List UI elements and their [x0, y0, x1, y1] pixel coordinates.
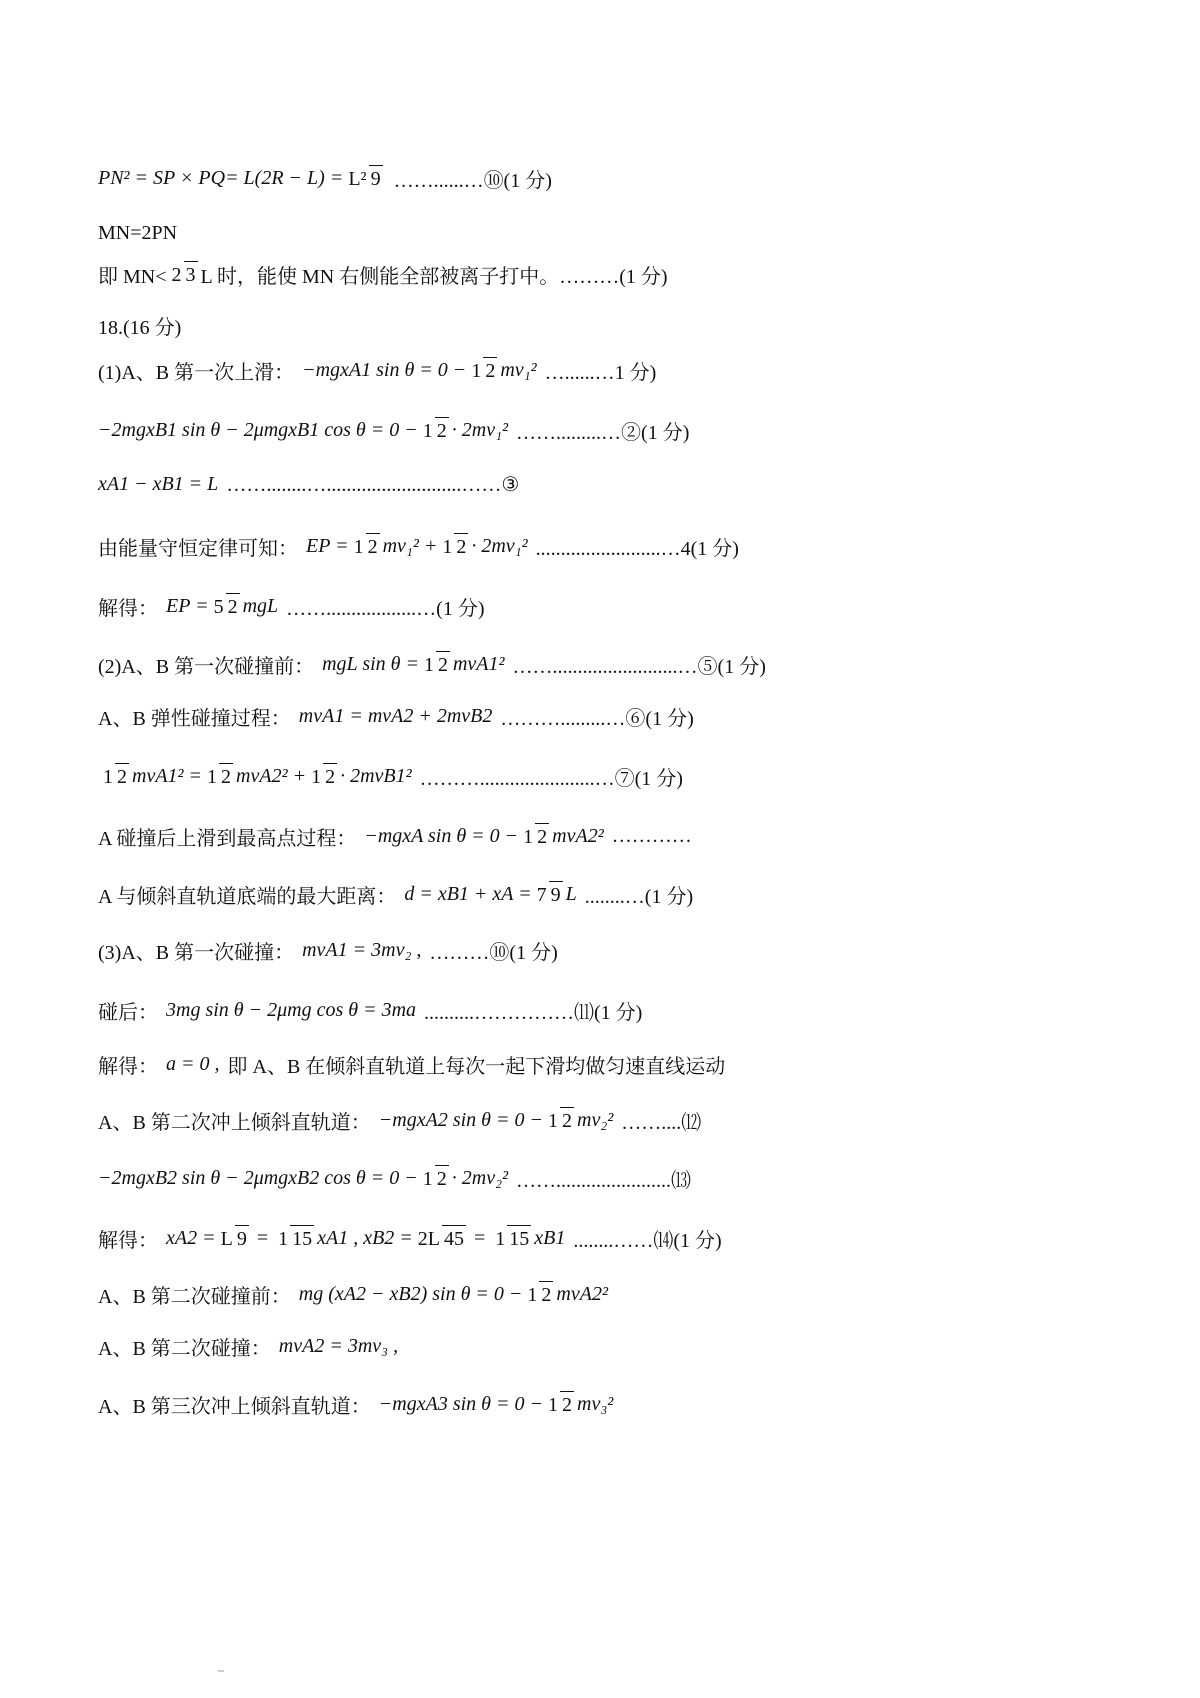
line-part1-b [98, 404, 689, 456]
numerator: 1 [495, 1228, 506, 1250]
eq: xA1 − xB1 = L [98, 472, 219, 495]
eq: 3mg sin θ − 2μmg cos θ = 3ma [166, 998, 417, 1021]
denominator: 2 [436, 651, 450, 675]
line-marker: ……....⑿ [621, 1111, 702, 1134]
denominator: 2 [115, 763, 129, 787]
label: (2)A、B 第一次碰撞前： [98, 655, 315, 678]
eq-lhs: mg (xA2 − xB2) sin θ = 0 − [298, 1282, 523, 1305]
eq-tail: mv₁² [500, 358, 537, 381]
label: A、B 第二次冲上倾斜直轨道： [98, 1111, 371, 1134]
label: A 与倾斜直轨道底端的最大距离： [98, 885, 397, 908]
denominator: 2 [435, 1165, 449, 1189]
denominator: 2 [366, 533, 380, 557]
fraction [521, 823, 549, 849]
fraction-2 [205, 763, 233, 789]
line-part3-a [98, 930, 558, 970]
eq-b: xA1 , xB2 = [317, 1226, 413, 1249]
line-part2-a [98, 638, 766, 690]
line-second-climb-b [98, 1152, 691, 1204]
line-max-distance [98, 868, 693, 920]
label: (1)A、B 第一次上滑： [98, 361, 295, 384]
fraction [469, 357, 497, 383]
label: A 碰撞后上滑到最高点过程： [98, 827, 357, 850]
denominator: 2 [535, 823, 549, 847]
line-pn-equation [98, 152, 552, 204]
eq-b: mvA2² + [236, 764, 307, 787]
question-heading [98, 310, 181, 340]
equals: = [474, 1226, 486, 1249]
eq-lhs: −mgxA sin θ = 0 − [364, 824, 519, 847]
fraction [525, 1281, 553, 1307]
fraction-3 [416, 1225, 466, 1251]
numerator: 1 [311, 766, 322, 788]
denominator: 2 [560, 1391, 574, 1415]
eq-lhs: −mgxA3 sin θ = 0 − [378, 1392, 543, 1415]
line-kinetic [98, 750, 683, 802]
eq-lhs: d = xB1 + xA = [404, 882, 532, 905]
eq-tail: mvA1² [452, 652, 505, 675]
line-third-climb [98, 1378, 613, 1430]
eq-tail: mv₂² [577, 1108, 614, 1131]
denominator: 2 [323, 763, 337, 787]
fraction-2 [440, 533, 468, 559]
fraction [212, 593, 240, 619]
text: 即 A、B 在倾斜直轨道上每次一起下滑均做匀速直线运动 [227, 1055, 726, 1078]
eq: mvA2 = 3mv₃ , [278, 1334, 399, 1357]
fraction [421, 417, 449, 443]
numerator: 1 [207, 766, 218, 788]
eq-c: · 2mvB1² [340, 764, 412, 787]
eq-tail: · 2mv₁² [451, 418, 509, 441]
line-marker: ……….......................…⑦(1 分) [419, 767, 683, 790]
fraction [346, 165, 382, 191]
equals: = [256, 1226, 269, 1249]
label: A、B 弹性碰撞过程： [98, 707, 291, 730]
text: MN=2PN [98, 221, 178, 244]
denominator: 15 [290, 1225, 314, 1249]
denominator: 2 [560, 1107, 574, 1131]
eq-lhs: −mgxA1 sin θ = 0 − [302, 358, 467, 381]
fraction-1 [101, 763, 129, 789]
line-marker: .........................…4(1 分) [535, 537, 739, 560]
denominator: 3 [184, 261, 198, 285]
label: 解得： [98, 1055, 158, 1078]
text-after: L 时，能使 MN 右侧能全部被离子打中。………(1 分) [200, 265, 668, 288]
numerator: 2L [417, 1228, 440, 1250]
denominator: 2 [219, 763, 233, 787]
line-a-slide-up [98, 810, 692, 862]
numerator: 1 [548, 1394, 558, 1416]
page-dot [218, 1670, 224, 1672]
text-before: 即 MN< [98, 265, 167, 288]
fraction [422, 651, 450, 677]
line-mn-condition [98, 248, 668, 300]
label: A、B 第二次碰撞前： [98, 1285, 291, 1308]
denominator: 9 [369, 165, 383, 189]
line-energy [98, 520, 739, 572]
label: (3)A、B 第一次碰撞： [98, 941, 295, 964]
line-marker: …….......................⒀ [516, 1169, 692, 1192]
numerator: 1 [423, 654, 434, 676]
eq-c: xB1 [534, 1226, 566, 1249]
line-marker: ........……⒁(1 分) [573, 1229, 722, 1252]
eq-a: mvA1² = [132, 764, 203, 787]
denominator: 2 [539, 1281, 553, 1305]
numerator: 2 [171, 264, 182, 286]
line-marker: ………⑩(1 分) [429, 941, 558, 964]
line-elastic [98, 696, 694, 736]
eq: mvA1 = mvA2 + 2mvB2 [298, 704, 493, 727]
numerator: L [220, 1228, 233, 1250]
line-marker: ..........……………⑾(1 分) [424, 1001, 643, 1024]
text: 18.(16 分) [98, 316, 182, 339]
label: 碰后： [98, 1001, 158, 1024]
eq-lhs: −2mgxB2 sin θ − 2μmgxB2 cos θ = 0 − [98, 1166, 418, 1189]
eq-tail: · 2mv₂² [451, 1166, 509, 1189]
fraction [546, 1391, 574, 1417]
line-marker: …….........…②(1 分) [516, 421, 690, 444]
numerator: 5 [213, 596, 224, 618]
label: 解得： [98, 1229, 158, 1252]
fraction-2 [276, 1225, 314, 1251]
eq-tail: mvA2² [552, 824, 604, 847]
line-part1-c [98, 464, 519, 504]
eq: a = 0 , [166, 1052, 220, 1075]
line-marker: ……….........…⑥(1 分) [500, 707, 694, 730]
line-mn [98, 218, 177, 248]
line-marker: ………… [611, 824, 692, 847]
numerator: L² [348, 168, 367, 190]
numerator: 7 [536, 884, 547, 906]
eq-lhs: −2mgxB1 sin θ − 2μmgxB1 cos θ = 0 − [98, 418, 418, 441]
eq-mid: mv₁² + [382, 534, 438, 557]
numerator: 1 [278, 1228, 289, 1250]
line-part1-a [98, 344, 656, 396]
label: A、B 第二次碰撞： [98, 1337, 271, 1360]
denominator: 9 [549, 881, 563, 905]
fraction [546, 1107, 574, 1133]
denominator: 2 [483, 357, 497, 381]
fraction-3 [309, 763, 337, 789]
numerator: 1 [442, 536, 453, 558]
label: 解得： [98, 597, 158, 620]
eq-tail: mvA2² [556, 1282, 608, 1305]
line-second-collision-before [98, 1268, 608, 1320]
line-marker: …......…1 分) [544, 361, 657, 384]
numerator: 1 [548, 1110, 558, 1132]
fraction [421, 1165, 449, 1191]
line-marker: ……......…⑩(1 分) [393, 169, 552, 192]
line-second-collision [98, 1326, 398, 1366]
denominator: 15 [507, 1225, 531, 1249]
eq-pn-mid: = L(2R − L) = [225, 166, 344, 189]
eq-tail: L [565, 882, 577, 905]
numerator: 1 [422, 1168, 433, 1190]
eq-a: xA2 = [166, 1226, 216, 1249]
numerator: 1 [523, 826, 534, 848]
line-ep-result [98, 580, 484, 632]
eq-lhs: EP = [166, 594, 209, 617]
eq-lhs: EP = [306, 534, 349, 557]
line-second-climb-a [98, 1094, 701, 1146]
denominator: 2 [454, 533, 468, 557]
fraction [170, 261, 198, 287]
line-a-zero [98, 1044, 725, 1084]
fraction-1 [352, 533, 380, 559]
numerator: 1 [353, 536, 364, 558]
denominator: 2 [226, 593, 240, 617]
numerator: 1 [422, 420, 433, 442]
line-after-collision [98, 990, 642, 1030]
numerator: 1 [471, 360, 482, 382]
eq-lhs: mgL sin θ = [322, 652, 419, 675]
line-marker: …….........................…⑤(1 分) [512, 655, 766, 678]
numerator: 1 [103, 766, 113, 788]
line-solve-x [98, 1212, 722, 1264]
label: 由能量守恒定律可知： [98, 537, 298, 560]
denominator: 45 [442, 1225, 466, 1249]
eq-pn-lhs: PN² = SP × PQ [98, 166, 226, 189]
eq-tail: · 2mv₁² [471, 534, 528, 557]
denominator: 2 [435, 417, 449, 441]
eq-tail: mgL [242, 594, 279, 617]
eq-lhs: −mgxA2 sin θ = 0 − [378, 1108, 543, 1131]
fraction-4 [493, 1225, 531, 1251]
line-marker: ……..................…(1 分) [286, 597, 485, 620]
line-marker: ........…(1 分) [584, 885, 694, 908]
fraction-1 [219, 1225, 249, 1251]
numerator: 1 [527, 1284, 538, 1306]
fraction [535, 881, 563, 907]
label: A、B 第三次冲上倾斜直轨道： [98, 1395, 371, 1418]
eq: mvA1 = 3mv₂ , [302, 938, 422, 961]
denominator: 9 [235, 1225, 249, 1249]
line-marker: ……........…...........................……③ [226, 473, 520, 496]
eq-tail: mv₃² [577, 1392, 614, 1415]
